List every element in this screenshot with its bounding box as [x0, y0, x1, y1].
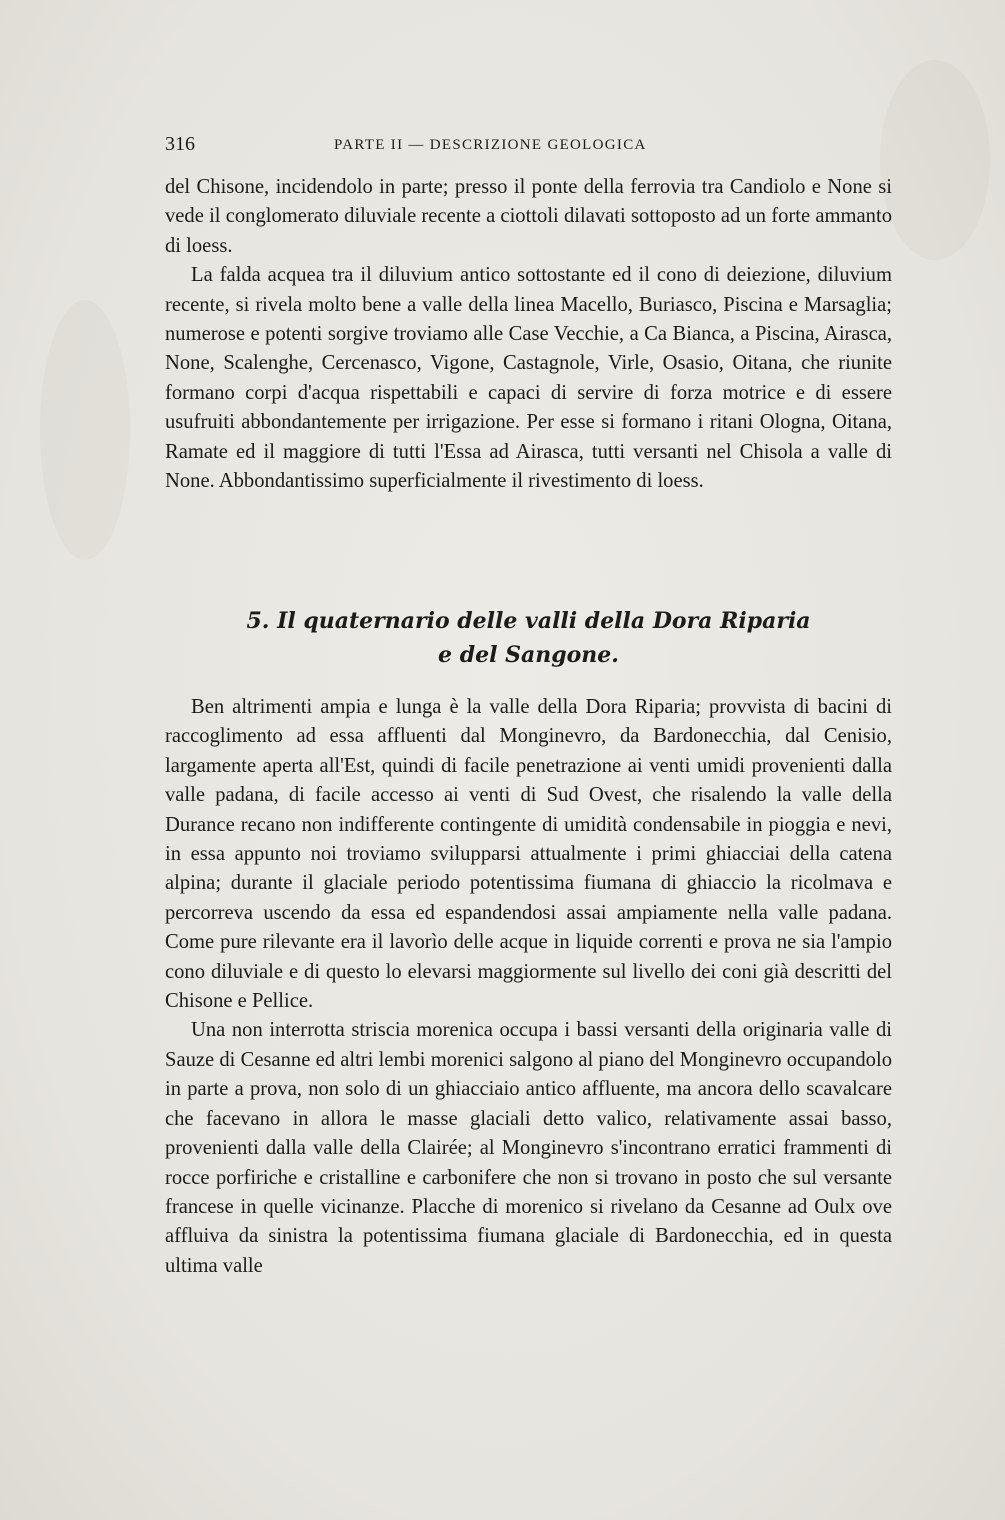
- paragraph-1: del Chisone, incidendolo in parte; presso il ponte della ferrovia tra Candiolo e None si vede il conglomerato diluviale recente a ciottoli dilavati sottoposto ad un forte ammanto di loess.: [165, 176, 892, 257]
- running-head: PARTE II — DESCRIZIONE GEOLOGICA: [334, 137, 647, 153]
- paragraph-4: Una non interrotta striscia morenica occupa i bassi versanti della originaria valle di Sauze di Cesanne ed altri lembi morenici salgono al piano del Monginevro occupandolo in parte a prova, non solo di un ghiacciaio antico affluente, ma ancora dello scavalcare che facevano in allora le masse glaciali detto valico, relativamente assai basso, provenienti dalla valle della Clairée; al Monginevro s'incontrano erratici frammenti di rocce porfiriche e cristalline e carbonifere che non si trovano in posto che sul versante francese in quelle vicinanze. Placche di morenico si rivelano da Cesanne ad Oulx ove affluiva da sinistra la potentissima fiumana glaciale di Bardonecchia, ed in questa ultima valle: [165, 1019, 892, 1277]
- paper-stain: [880, 60, 990, 260]
- paper-stain: [40, 300, 130, 560]
- paragraph-2: La falda acquea tra il diluvium antico sottostante ed il cono di deiezione, diluvium recente, si rivela molto bene a valle della linea Macello, Buriasco, Piscina e Marsaglia; numerose e potenti sorgive troviamo alle Case Vecchie, a Ca Bianca, a Piscina, Airasca, None, Scalenghe, Cercenasco, Vigone, Castagnole, Virle, Osasio, Oitana, che riunite formano corpi d'acqua rispettabili e capaci di servire di forza motrice e di essere usufruiti abbondantemente per irrigazione. Per esse si formano i ritani Ologna, Oitana, Ramate ed il maggiore di tutti l'Essa ad Airasca, tutti versanti nel Chisola a valle di None. Abbondantissimo superficialmente il rivestimento di loess.: [165, 264, 892, 493]
- section-heading-line-1: 5. Il quaternario delle valli della Dora Riparia: [246, 608, 811, 634]
- paragraph-3: Ben altrimenti ampia e lunga è la valle della Dora Riparia; provvista di bacini di raccoglimento ad essa affluenti dal Monginevro, da Bardonecchia, dal Cenisio, largamente aperta all'Est, quindi di facile penetrazione ai venti umidi provenienti dalla valle padana, di facile accesso ai venti di Sud Ovest, che risalendo la valle della Durance recano non indifferente contingente di umidità condensabile in pioggia e nevi, in essa appunto noi troviamo svilupparsi attualmente i primi ghiacciai della catena alpina; durante il glaciale periodo potentissima fiumana di ghiaccio la ricolmava e percorreva uscendo da essa ed espandendosi assai ampiamente nella valle padana. Come pure rilevante era il lavorìo delle acque in liquide correnti e prova ne sia l'ampio cono diluviale e di questo lo elevarsi maggiormente sul livello dei coni già descritti del Chisone e Pellice.: [165, 696, 892, 1013]
- body-text-top: [165, 173, 892, 496]
- section-heading: [165, 604, 892, 672]
- page-number: 316: [165, 133, 195, 155]
- body-text-section: [165, 693, 892, 1281]
- page-header: [165, 133, 892, 163]
- section-heading-line-2: e del Sangone.: [438, 642, 619, 668]
